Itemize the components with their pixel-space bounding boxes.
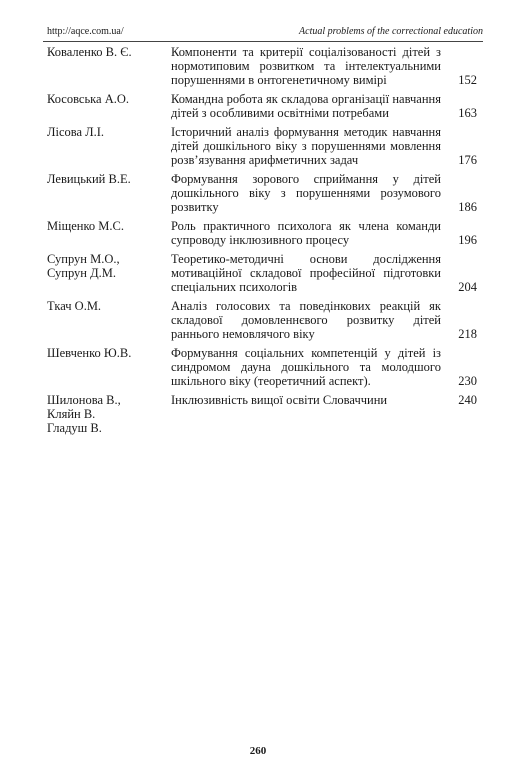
toc-entry — [47, 172, 477, 214]
toc-page-number: 163 — [458, 106, 477, 120]
toc-page-number: 204 — [458, 280, 477, 294]
toc-author: Міщенко М.С. — [47, 219, 124, 233]
header-journal-title: Actual problems of the correctional education — [299, 26, 483, 37]
toc-title: Історичний аналіз формування методик навчання дітей дошкільного віку з порушеннями мовлення розв’язування арифметичних задач — [171, 125, 441, 167]
toc-entry — [47, 45, 477, 87]
page-number: 260 — [249, 745, 267, 757]
toc-title: Роль практичного психолога як члена команди супроводу інклюзивного процесу — [171, 219, 441, 247]
toc-author: Шилонова В., Кляйн В. Гладуш В. — [47, 393, 121, 435]
toc-author: Косовська А.О. — [47, 92, 130, 106]
toc-entry — [47, 393, 477, 435]
toc-title: Формування соціальних компетенцій у дітей із синдромом дауна дошкільного та молодшого шкільного віку (теоретичний аспект). — [171, 346, 441, 388]
toc-author: Шевченко Ю.В. — [47, 346, 132, 360]
toc-page-number: 240 — [458, 393, 477, 407]
toc-title: Формування зорового сприймання у дітей дошкільного віку з порушеннями розумового розвитку — [171, 172, 441, 214]
toc-author: Левицький В.Е. — [47, 172, 131, 186]
toc-page-number: 230 — [458, 374, 477, 388]
toc-title: Компоненти та критерії соціалізованості дітей з нормотиповим розвитком та інтелектуальними порушеннями в онтогенетичному вимірі — [171, 45, 441, 87]
toc-author: Супрун М.О., Супрун Д.М. — [47, 252, 120, 280]
toc-entry — [47, 125, 477, 167]
header-rule — [43, 41, 483, 42]
toc-author: Коваленко В. Є. — [47, 45, 132, 59]
toc-page-number: 186 — [458, 200, 477, 214]
toc-title: Командна робота як складова організації навчання дітей з особливими освітніми потребами — [171, 92, 441, 120]
header-url: http://aqce.com.ua/ — [47, 26, 124, 37]
toc-author: Лісова Л.І. — [47, 125, 105, 139]
toc-page-number: 218 — [458, 327, 477, 341]
toc-page-number: 176 — [458, 153, 477, 167]
toc-title: Аналіз голосових та поведінкових реакцій як складової домовленнєвого розвитку дітей раннього немовлячого віку — [171, 299, 441, 341]
toc-title: Теоретико-методичні основи дослідження мотиваційної складової професійної підготовки спеціальних психологів — [171, 252, 441, 294]
table-of-contents — [47, 45, 477, 440]
toc-title: Інклюзивність вищої освіти Словаччини — [171, 393, 388, 407]
toc-entry — [47, 92, 477, 120]
toc-page-number: 152 — [458, 73, 477, 87]
toc-entry — [47, 219, 477, 247]
toc-entry — [47, 299, 477, 341]
toc-entry — [47, 252, 477, 294]
toc-page-number: 196 — [458, 233, 477, 247]
toc-author: Ткач О.М. — [47, 299, 102, 313]
toc-entry — [47, 346, 477, 388]
